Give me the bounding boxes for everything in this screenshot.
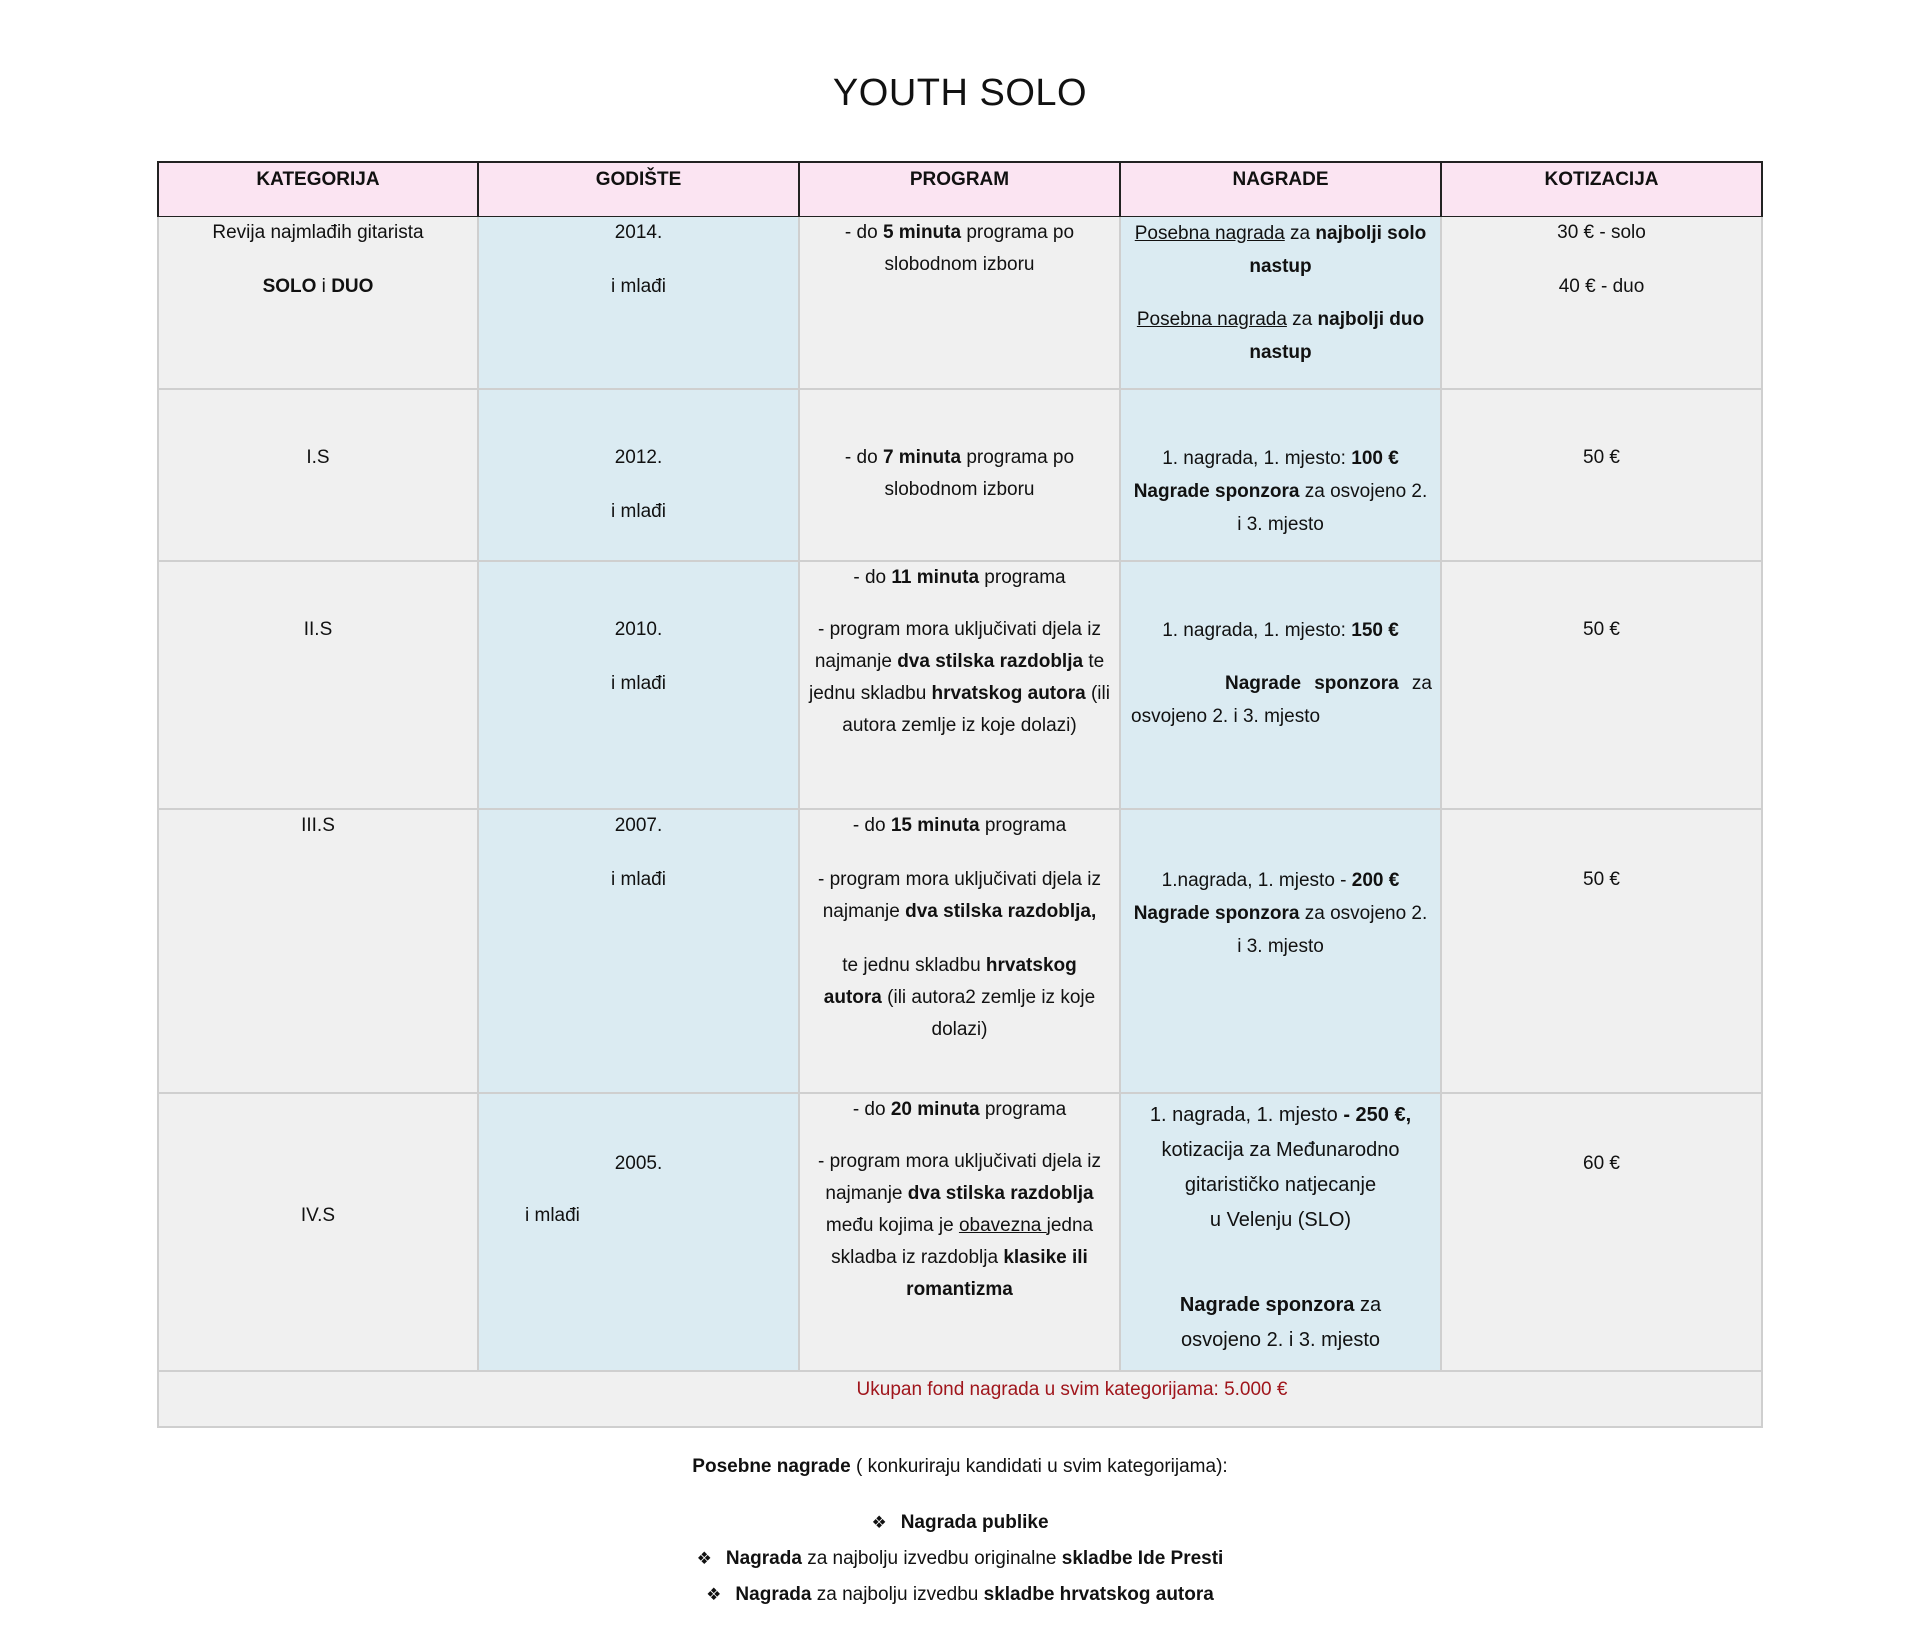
kategorija-label: IV.S [300,1205,336,1226]
program-text: - do 7 minuta programa po slobodnom izboru [844,447,1075,500]
program-duration: - do 11 minuta programa [853,567,1066,588]
nagrade-first: 1. nagrada, 1. mjesto: 150 € [1162,620,1399,641]
kategorija-cell [157,562,479,810]
program-requirements: - program mora uključivati djela iz najmanje dva stilska razdoblja, [818,869,1101,922]
header-kotizacija: KOTIZACIJA [1442,163,1763,219]
table-row [157,390,1763,562]
total-prize-fund: Ukupan fond nagrada u svim kategorijama: 5.000 € [856,1379,1288,1400]
program-cell [800,390,1121,562]
godiste-suffix: i mlađi [611,673,666,694]
nagrade-cell [1121,562,1442,810]
table-row [157,810,1763,1094]
special-award-item: ❖ Nagrada za najbolju izvedbu skladbe hrvatskog autora [706,1584,1214,1605]
nagrade-duo: Posebna nagrada za najbolji duo nastup [1136,309,1425,363]
godiste-cell [479,562,800,810]
header-nagrade: NAGRADE [1121,163,1442,219]
godiste-cell [479,390,800,562]
nagrade-first: 1. nagrada, 1. mjesto - 250 €, [1149,1104,1412,1126]
diamond-bullet-icon: ❖ [706,1585,722,1604]
nagrade-sponsor: Nagrade sponzora za osvojeno 2. i 3. mjesto [1179,1294,1382,1351]
kotizacija-cell [1442,1094,1763,1372]
kotizacija-cell [1442,810,1763,1094]
diamond-bullet-icon: ❖ [871,1513,887,1532]
program-requirements: - program mora uključivati djela iz najmanje dva stilska razdoblja među kojima je obavezna jedna skladba iz razdoblja klasike ili romantizma [818,1151,1101,1300]
kotizacija-value: 50 € [1583,447,1620,468]
godiste-year: 2005. [614,1153,663,1174]
godiste-year: 2014. [614,222,663,243]
program-cell [800,217,1121,390]
godiste-cell [479,1094,800,1372]
special-award-item: ❖ Nagrada publike [871,1512,1049,1533]
godiste-cell [479,810,800,1094]
godiste-year: 2010. [614,619,663,640]
program-cell [800,810,1121,1094]
table-header-row [157,161,1763,219]
godiste-year: 2012. [614,447,663,468]
nagrade-cell [1121,1094,1442,1372]
special-award-item: ❖ Nagrada za najbolju izvedbu originalne skladbe Ide Presti [696,1548,1224,1569]
kotizacija-duo: 40 € - duo [1558,276,1645,297]
header-program: PROGRAM [800,163,1121,219]
table-row [157,1094,1763,1372]
nagrade-cell [1121,217,1442,390]
nagrade-sponsor: Nagrade sponzora za osvojeno 2. i 3. mjesto [1133,903,1428,957]
kategorija-line: Revija najmlađih gitarista [212,222,424,243]
nagrade-velenje: kotizacija za Međunarodno gitarističko natjecanje [1161,1139,1400,1196]
program-croatian-author: te jednu skladbu hrvatskog autora (ili autora2 zemlje iz koje dolazi) [823,955,1096,1040]
nagrade-first: 1. nagrada, 1. mjesto: 100 € [1162,448,1399,469]
kategorija-label: III.S [301,815,335,836]
kotizacija-solo: 30 € - solo [1557,222,1646,243]
header-godiste: GODIŠTE [479,163,800,219]
program-requirements: - program mora uključivati djela iz najmanje dva stilska razdoblja te jednu skladbu hrvatskog autora (ili autora zemlje iz koje dolazi) [809,619,1110,736]
program-cell [800,1094,1121,1372]
header-kategorija: KATEGORIJA [157,163,479,219]
nagrade-velenje-location: u Velenju (SLO) [1209,1209,1352,1231]
nagrade-cell [1121,390,1442,562]
kotizacija-value: 50 € [1583,869,1620,890]
kotizacija-value: 50 € [1583,619,1620,640]
kotizacija-cell [1442,562,1763,810]
godiste-suffix: i mlađi [611,501,666,522]
table-row [157,217,1763,390]
nagrade-sponsor: Nagrade sponzora za osvojeno 2. i 3. mjesto [1131,673,1432,727]
diamond-bullet-icon: ❖ [696,1549,712,1568]
nagrade-first: 1.nagrada, 1. mjesto - 200 € [1161,870,1400,891]
kotizacija-cell [1442,390,1763,562]
godiste-suffix: i mlađi [611,869,666,890]
program-cell [800,562,1121,810]
kategorija-cell [157,217,479,390]
godiste-suffix: i mlađi [525,1205,580,1226]
table-row [157,562,1763,810]
godiste-year: 2007. [614,815,663,836]
page-title: YOUTH SOLO [832,72,1088,114]
kategorija-cell [157,390,479,562]
kotizacija-cell [1442,217,1763,390]
godiste-cell [479,217,800,390]
special-awards-intro: Posebne nagrade ( konkuriraju kandidati u svim kategorijama): [692,1456,1228,1477]
kotizacija-value: 60 € [1583,1153,1620,1174]
kategorija-cell [157,1094,479,1372]
total-cell [157,1372,1763,1428]
kategorija-cell [157,810,479,1094]
nagrade-cell [1121,810,1442,1094]
program-duration: - do 15 minuta programa [852,815,1067,836]
kategorija-label: II.S [303,619,333,640]
kategorija-label: I.S [306,447,330,468]
program-text: - do 5 minuta programa po slobodnom izboru [844,222,1075,275]
nagrade-sponsor: Nagrade sponzora za osvojeno 2. i 3. mjesto [1133,481,1428,535]
godiste-suffix: i mlađi [611,276,666,297]
program-duration: - do 20 minuta programa [852,1099,1067,1120]
nagrade-solo: Posebna nagrada za najbolji solo nastup [1134,223,1427,277]
total-row [157,1372,1763,1428]
kategorija-type: SOLO i DUO [262,276,374,297]
